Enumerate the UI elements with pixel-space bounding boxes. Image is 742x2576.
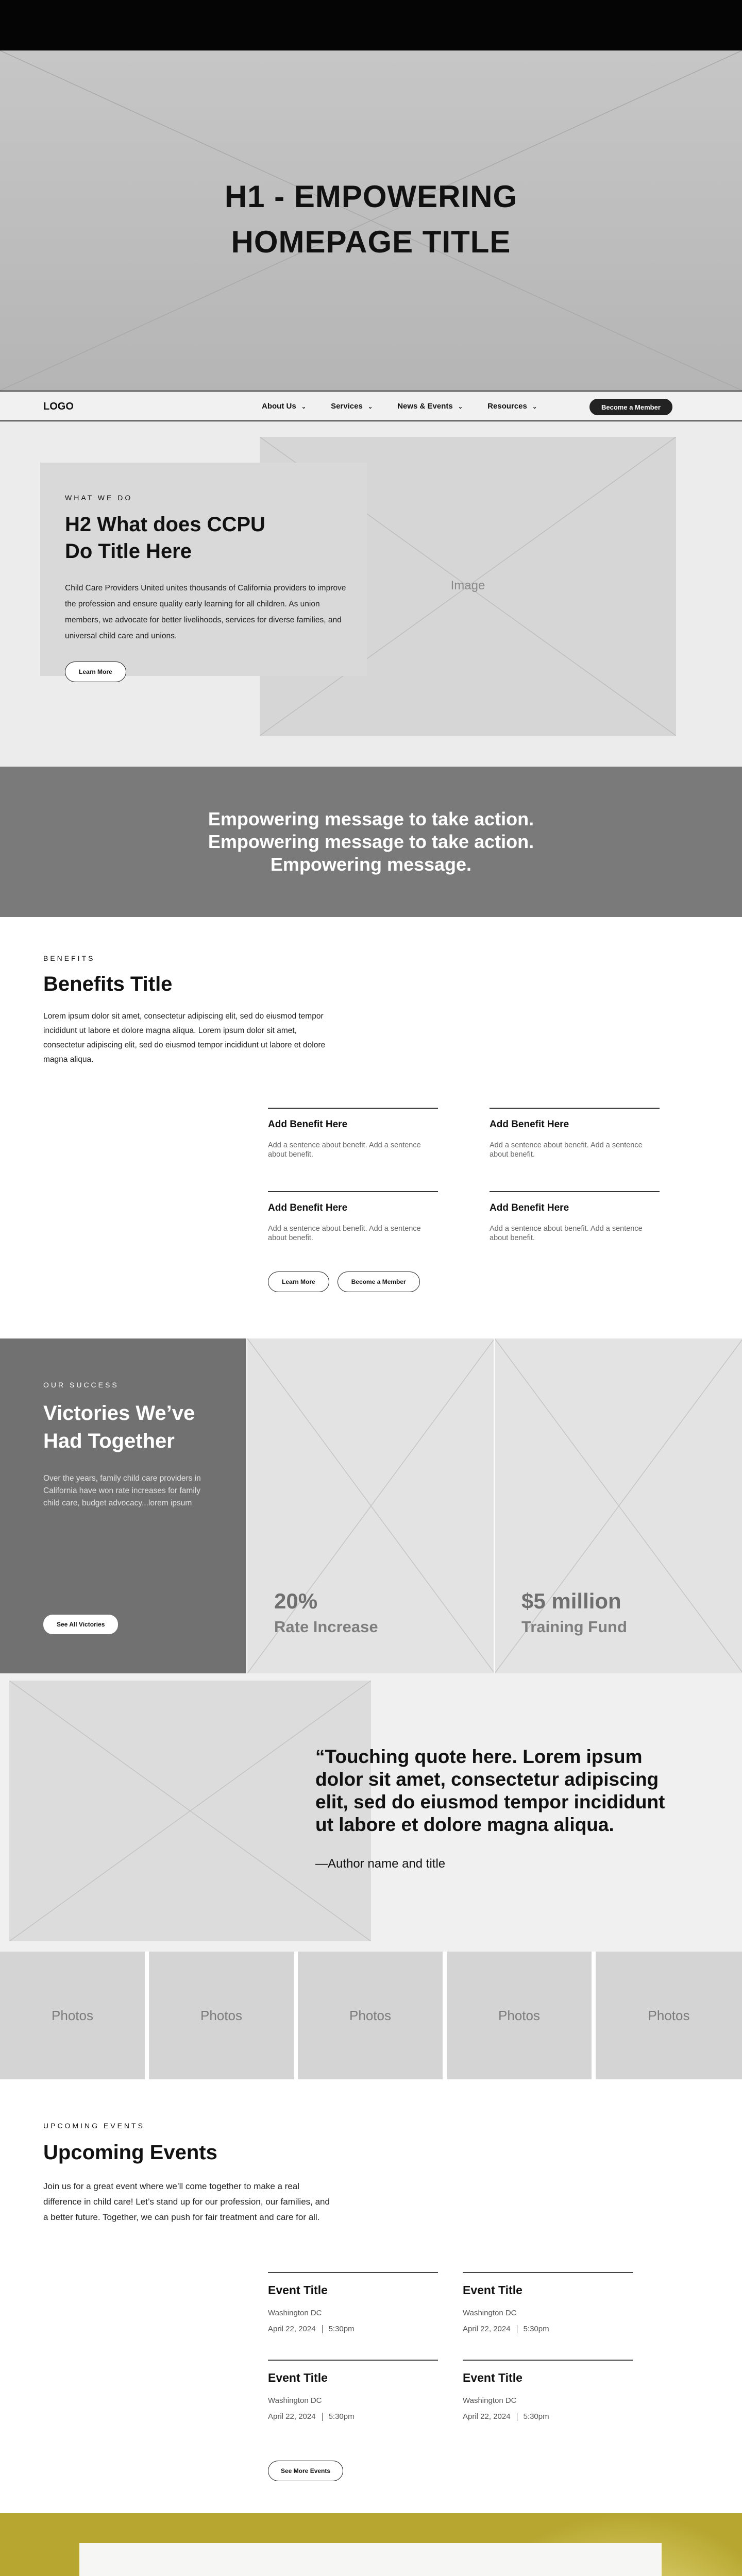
event-location: Washington DC <box>268 2309 322 2317</box>
event-datetime <box>463 2412 633 2421</box>
what-we-do-section <box>0 421 742 767</box>
chevron-down-icon: ⌄ <box>532 404 537 410</box>
logo[interactable]: LOGO <box>43 401 74 412</box>
divider <box>322 2413 323 2421</box>
divider <box>322 2325 323 2333</box>
event-title: Event Title <box>463 2283 522 2297</box>
event-item[interactable] <box>268 2272 438 2333</box>
section-body: Join us for a great event where we’ll come together to make a real difference in child care! Let’s stand up for our profession, our families, and a better future. Together, we can push for fair treatment and care for all. <box>43 2181 330 2222</box>
section-body: Child Care Providers United unites thousands of California providers to improve the profession and ensure quality early learning for all children. As union members, we advocate for better livelihoods, services for diverse families, and universal child care and unions. <box>65 584 346 640</box>
quote-text: “Touching quote here. Lorem ipsum dolor sit amet, consectetur adipiscing elit, sed do eiusmod tempor incididunt ut labore et dolore magna aliqua. <box>315 1746 665 1835</box>
nav-item-label: Services <box>331 402 363 411</box>
event-item[interactable] <box>463 2272 633 2333</box>
chevron-down-icon: ⌄ <box>367 404 373 410</box>
stat-label: Rate Increase <box>274 1618 378 1636</box>
benefits-intro <box>43 954 332 1067</box>
event-location: Washington DC <box>463 2309 517 2317</box>
main-nav <box>0 391 742 421</box>
cta-panel <box>79 2543 662 2576</box>
event-item[interactable] <box>268 2360 438 2421</box>
hero-section <box>0 50 742 391</box>
section-title: Benefits Title <box>43 973 173 995</box>
our-success-section <box>0 1338 742 1673</box>
banner-message <box>0 808 742 876</box>
stat-card <box>246 1338 494 1673</box>
benefit-text: Add a sentence about benefit. Add a sentence about benefit. <box>490 1225 643 1242</box>
top-black-bar <box>0 0 742 50</box>
benefits-section <box>0 917 742 1338</box>
event-title: Event Title <box>463 2371 522 2384</box>
become-member-button[interactable]: Become a Member <box>338 1272 420 1292</box>
eyebrow: WHAT WE DO <box>65 494 133 502</box>
section-body: Lorem ipsum dolor sit amet, consectetur adipiscing elit, sed do eiusmod tempor incididunt ut labore et dolore magna aliqua. Lorem ipsum dolor sit amet, consectetur adipiscing elit, sed do eiusmod tempor incididunt ut labore et dolore magna aliqua. <box>43 1012 326 1064</box>
success-panel <box>0 1338 246 1673</box>
eyebrow: UPCOMING EVENTS <box>43 2122 145 2130</box>
empowering-banner <box>0 767 742 917</box>
nav-item-about[interactable] <box>262 402 306 411</box>
what-we-do-card <box>40 463 367 676</box>
photo-placeholder: Photos <box>596 1952 742 2079</box>
event-time: 5:30pm <box>523 2412 549 2421</box>
see-all-victories-button[interactable]: See All Victories <box>43 1615 118 1634</box>
section-title: Upcoming Events <box>43 2141 217 2164</box>
event-location: Washington DC <box>268 2396 322 2405</box>
photo-placeholder: Photos <box>0 1952 145 2079</box>
nav-item-label: News & Events <box>397 402 453 411</box>
eyebrow: BENEFITS <box>43 954 95 962</box>
see-more-events-button[interactable]: See More Events <box>268 2461 343 2481</box>
banner-line: Empowering message to take action. <box>208 808 534 829</box>
benefit-item <box>490 1191 660 1243</box>
photos-strip <box>0 1952 742 2079</box>
event-title: Event Title <box>268 2371 328 2384</box>
event-time: 5:30pm <box>328 2412 355 2421</box>
event-datetime <box>268 2325 438 2333</box>
benefit-item <box>268 1191 438 1243</box>
event-date: April 22, 2024 <box>463 2412 511 2421</box>
learn-more-button[interactable]: Learn More <box>268 1272 329 1292</box>
stat-card <box>494 1338 742 1673</box>
event-datetime <box>268 2412 438 2421</box>
nav-item-news-events[interactable] <box>397 402 463 411</box>
quote-section <box>0 1673 742 1952</box>
event-time: 5:30pm <box>523 2325 549 2333</box>
event-title: Event Title <box>268 2283 328 2297</box>
banner-line: Empowering message. <box>270 854 472 875</box>
benefit-text: Add a sentence about benefit. Add a sentence about benefit. <box>490 1141 643 1159</box>
nav-item-services[interactable] <box>331 402 373 411</box>
photo-placeholder: Photos <box>298 1952 443 2079</box>
benefit-text: Add a sentence about benefit. Add a sentence about benefit. <box>268 1141 421 1159</box>
benefit-title: Add Benefit Here <box>490 1119 569 1130</box>
eyebrow: OUR SUCCESS <box>43 1381 119 1389</box>
section-body: Over the years, family child care providers in California have won rate increases for family child care, budget advocacy...lorem ipsum <box>43 1474 201 1507</box>
nav-item-label: About Us <box>262 402 296 411</box>
stat-label: Training Fund <box>521 1618 627 1636</box>
section-title: Victories We’ve Had Together <box>43 1402 195 1452</box>
upcoming-events-section <box>0 2079 742 2513</box>
benefit-text: Add a sentence about benefit. Add a sentence about benefit. <box>268 1225 421 1242</box>
benefit-title: Add Benefit Here <box>490 1202 569 1213</box>
benefit-title: Add Benefit Here <box>268 1202 348 1213</box>
benefits-buttons <box>268 1272 420 1292</box>
event-date: April 22, 2024 <box>268 2412 316 2421</box>
chevron-down-icon: ⌄ <box>458 404 463 410</box>
stat-value: $5 million <box>521 1589 621 1613</box>
benefit-item <box>490 1108 660 1159</box>
benefit-item <box>268 1108 438 1159</box>
benefit-title: Add Benefit Here <box>268 1119 348 1130</box>
nav-item-resources[interactable] <box>487 402 537 411</box>
banner-line: Empowering message to take action. <box>208 831 534 852</box>
chevron-down-icon: ⌄ <box>301 404 307 410</box>
photo-placeholder: Photos <box>149 1952 294 2079</box>
event-date: April 22, 2024 <box>463 2325 511 2333</box>
events-intro <box>43 2122 342 2225</box>
event-datetime <box>463 2325 633 2333</box>
section-title: H2 What does CCPU Do Title Here <box>65 513 265 563</box>
event-item[interactable] <box>463 2360 633 2421</box>
photo-placeholder: Photos <box>447 1952 592 2079</box>
quote-author: —Author name and title <box>315 1857 446 1871</box>
learn-more-button[interactable]: Learn More <box>65 662 126 682</box>
stat-value: 20% <box>274 1589 318 1613</box>
nav-item-label: Resources <box>487 402 527 411</box>
event-date: April 22, 2024 <box>268 2325 316 2333</box>
event-location: Washington DC <box>463 2396 517 2405</box>
nav-menu <box>262 402 562 411</box>
image-label: Image <box>450 579 485 592</box>
join-cta-section <box>0 2513 742 2576</box>
hero-title: H1 - EMPOWERING HOMEPAGE TITLE <box>224 179 518 259</box>
event-time: 5:30pm <box>328 2325 355 2333</box>
become-member-nav-button[interactable]: Become a Member <box>589 399 672 415</box>
